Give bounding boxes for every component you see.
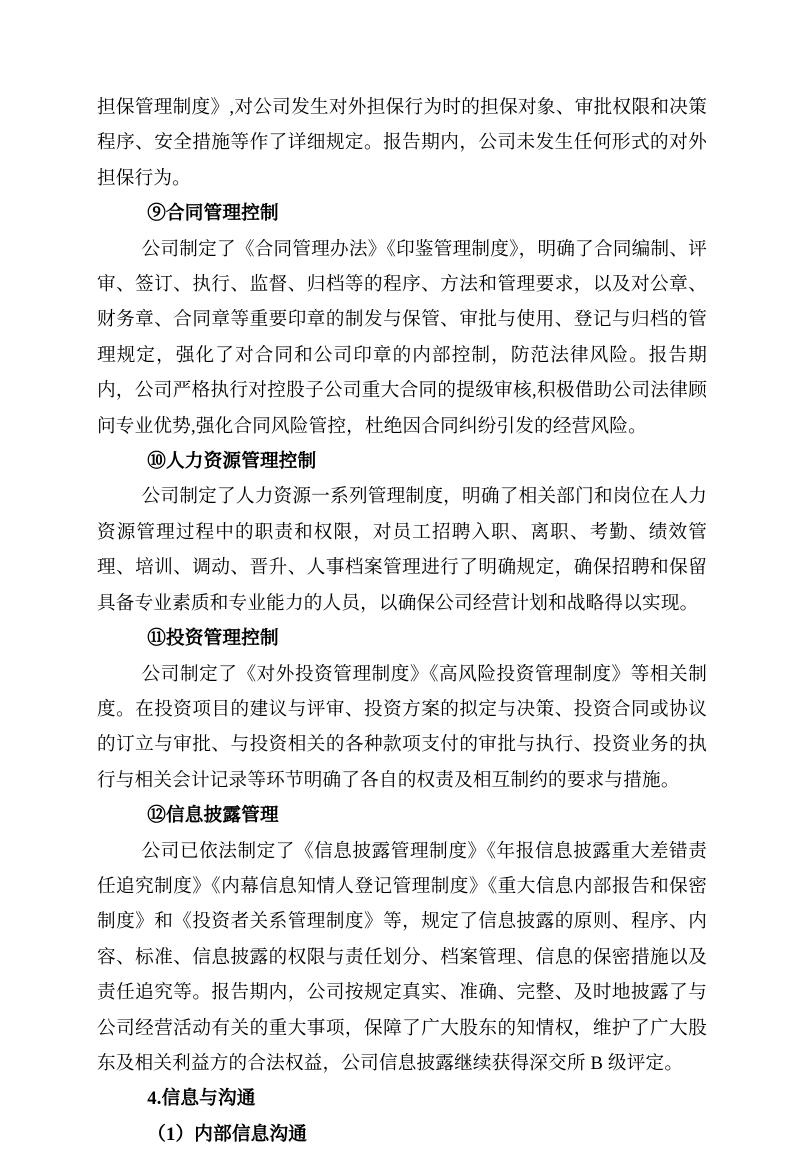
document-paragraph: 公司制定了《对外投资管理制度》《高风险投资管理制度》等相关制度。在投资项目的建议与评审、投资方案的拟定与决策、投资合同或协议的订立与审批、与投资相关的各种款项支付的审批与执行、投资业务的执行与相关会计记录等环节明确了各自的权责及相互制约的要求与措施。 bbox=[97, 663, 707, 791]
document-content bbox=[97, 90, 707, 1152]
document-paragraph: 公司制定了《合同管理办法》《印鉴管理制度》，明确了合同编制、评审、签订、执行、监督、归档等的程序、方法和管理要求，以及对公章、财务章、合同章等重要印章的制发与保管、审批与使用、登记与归档的管理规定，强化了对合同和公司印章的内部控制，防范法律风险。报告期内，公司严格执行对控股子公司重大合同的提级审核,积极借助公司法律顾问专业优势,强化合同风险管控，杜绝因合同纠纷引发的经营风险。 bbox=[97, 238, 707, 437]
document-heading: ⑫信息披露管理 bbox=[147, 805, 279, 827]
document-heading: ⑪投资管理控制 bbox=[147, 628, 279, 650]
document-paragraph: 公司制定了人力资源一系列管理制度，明确了相关部门和岗位在人力资源管理过程中的职责和权限，对员工招聘入职、离职、考勤、绩效管理、培训、调动、晋升、人事档案管理进行了明确规定，确保招聘和保留具备专业素质和专业能力的人员，以确保公司经营计划和战略得以实现。 bbox=[97, 486, 707, 614]
document-heading: ⑨合同管理控制 bbox=[147, 203, 279, 225]
document-heading: 4.信息与沟通 bbox=[147, 1088, 256, 1110]
document-heading: （1）内部信息沟通 bbox=[147, 1123, 308, 1145]
document-paragraph: 担保管理制度》,对公司发生对外担保行为时的担保对象、审批权限和决策程序、安全措施等作了详细规定。报告期内，公司未发生任何形式的对外担保行为。 bbox=[97, 97, 707, 189]
document-heading: ⑩人力资源管理控制 bbox=[147, 451, 317, 473]
document-paragraph: 公司已依法制定了《信息披露管理制度》《年报信息披露重大差错责任追究制度》《内幕信息知情人登记管理制度》《重大信息内部报告和保密制度》和《投资者关系管理制度》等，规定了信息披露的原则、程序、内容、标准、信息披露的权限与责任划分、档案管理、信息的保密措施以及责任追究等。报告期内，公司按规定真实、准确、完整、及时地披露了与公司经营活动有关的重大事项，保障了广大股东的知情权，维护了广大股东及相关利益方的合法权益，公司信息披露继续获得深交所 B 级评定。 bbox=[97, 840, 707, 1074]
